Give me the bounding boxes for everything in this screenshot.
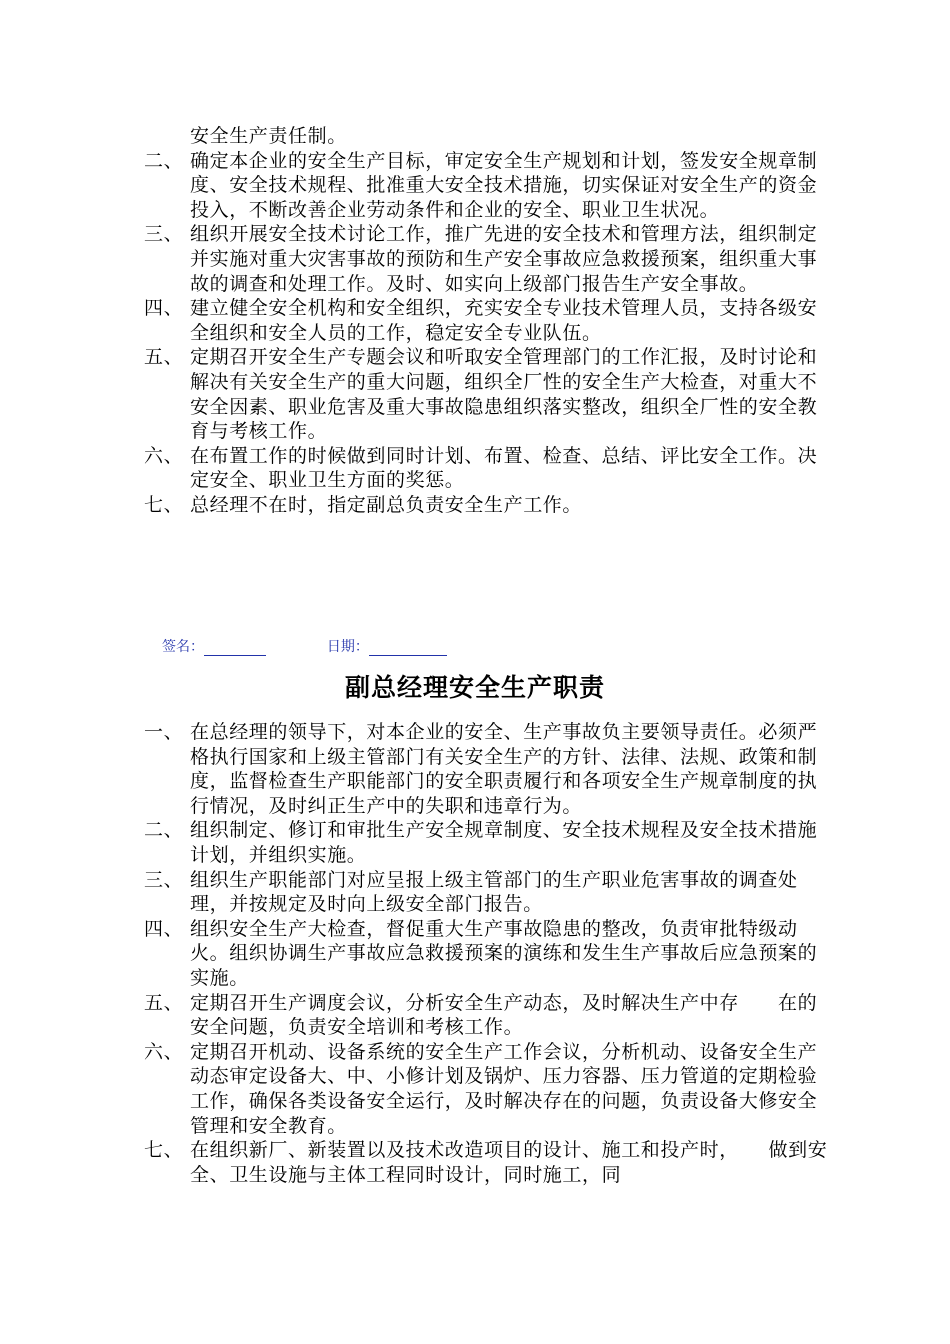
list-item [144, 444, 834, 493]
list-item [144, 345, 834, 443]
list-item [144, 1138, 834, 1187]
item-text: 确定本企业的安全生产目标，审定安全生产规划和计划，签发安全规章制度、安全技术规程、批准重大安全技术措施，切实保证对安全生产的资金投入，不断改善企业劳动条件和企业的安全、职业卫生状况。 [190, 149, 818, 221]
list-item [144, 720, 834, 818]
list-item [144, 868, 834, 917]
item-number: 二、 [144, 819, 184, 842]
item-number: 五、 [144, 346, 184, 369]
section-title: 副总经理安全生产职责 [344, 673, 605, 702]
section-1 [144, 124, 834, 518]
item-text: 定期召开生产调度会议，分析安全生产动态，及时解决生产中存 在的安全问题，负责安全培训和考核工作。 [190, 991, 818, 1039]
list-item [144, 1040, 834, 1138]
list-item [144, 818, 834, 867]
list-item [144, 149, 834, 223]
item-number: 四、 [144, 917, 184, 940]
list-item [144, 991, 834, 1040]
item-text: 在布置工作的时候做到同时计划、布置、检查、总结、评比安全工作。决定安全、职业卫生方面的奖惩。 [190, 444, 818, 492]
item-text: 组织生产职能部门对应呈报上级主管部门的生产职业危害事故的调查处理，并按规定及时向上级安全部门报告。 [190, 868, 798, 916]
item-number: 四、 [144, 297, 184, 320]
item-text: 组织安全生产大检查，督促重大生产事故隐患的整改，负责审批特级动火。组织协调生产事故应急救援预案的演练和发生生产事故后应急预案的实施。 [190, 917, 818, 989]
list-item [144, 296, 834, 345]
item-text: 建立健全安全机构和安全组织，充实安全专业技术管理人员，支持各级安全组织和安全人员的工作，稳定安全专业队伍。 [190, 297, 818, 344]
section-2 [144, 720, 834, 1187]
item-text: 定期召开安全生产专题会议和听取安全管理部门的工作汇报，及时讨论和解决有关安全生产的重大问题，组织全厂性的安全生产大检查，对重大不安全因素、职业危害及重大事故隐患组织落实整改，组织全厂性的安全教育与考核工作。 [190, 346, 818, 443]
item-text: 在组织新厂、新装置以及技术改造项目的设计、施工和投产时， 做到安全、卫生设施与主体工程同时设计，同时施工，同 [190, 1139, 828, 1186]
list-item [144, 493, 834, 518]
item-number: 五、 [144, 991, 184, 1014]
list-item [144, 222, 834, 296]
sign-label: 签名： [162, 639, 204, 655]
sign-blank[interactable] [204, 639, 266, 656]
item-number: 一、 [144, 721, 184, 743]
item-number: 六、 [144, 444, 184, 467]
item-number: 七、 [144, 493, 184, 516]
item-text: 总经理不在时，指定副总负责安全生产工作。 [190, 493, 583, 516]
item-number: 二、 [144, 149, 184, 172]
item-number: 六、 [144, 1040, 184, 1063]
item-text: 在总经理的领导下，对本企业的安全、生产事故负主要领导责任。必须严格执行国家和上级主管部门有关安全生产的方针、法律、法规、政策和制度，监督检查生产职能部门的安全职责履行和各项安全生产规章制度的执行情况，及时纠正生产中的失职和违章行为。 [190, 721, 818, 817]
item-number: 七、 [144, 1139, 184, 1162]
signature-line [162, 636, 447, 656]
list-item [144, 917, 834, 991]
date-blank[interactable] [369, 639, 447, 656]
item-number: 三、 [144, 223, 184, 246]
continuation-text: 安全生产责任制。 [190, 125, 347, 147]
date-label: 日期： [326, 639, 369, 655]
item-text: 定期召开机动、设备系统的安全生产工作会议，分析机动、设备安全生产动态审定设备大、中、小修计划及锅炉、压力容器、压力管道的定期检验工作，确保各类设备安全运行，及时解决存在的问题，负责设备大修安全管理和安全教育。 [190, 1040, 818, 1137]
item-number: 三、 [144, 868, 184, 891]
item-text: 组织制定、修订和审批生产安全规章制度、安全技术规程及安全技术措施计划，并组织实施。 [190, 819, 818, 866]
item-text: 组织开展安全技术讨论工作，推广先进的安全技术和管理方法，组织制定并实施对重大灾害事故的预防和生产安全事故应急救援预案，组织重大事故的调查和处理工作。及时、如实向上级部门报告生产安全事故。 [190, 223, 818, 295]
